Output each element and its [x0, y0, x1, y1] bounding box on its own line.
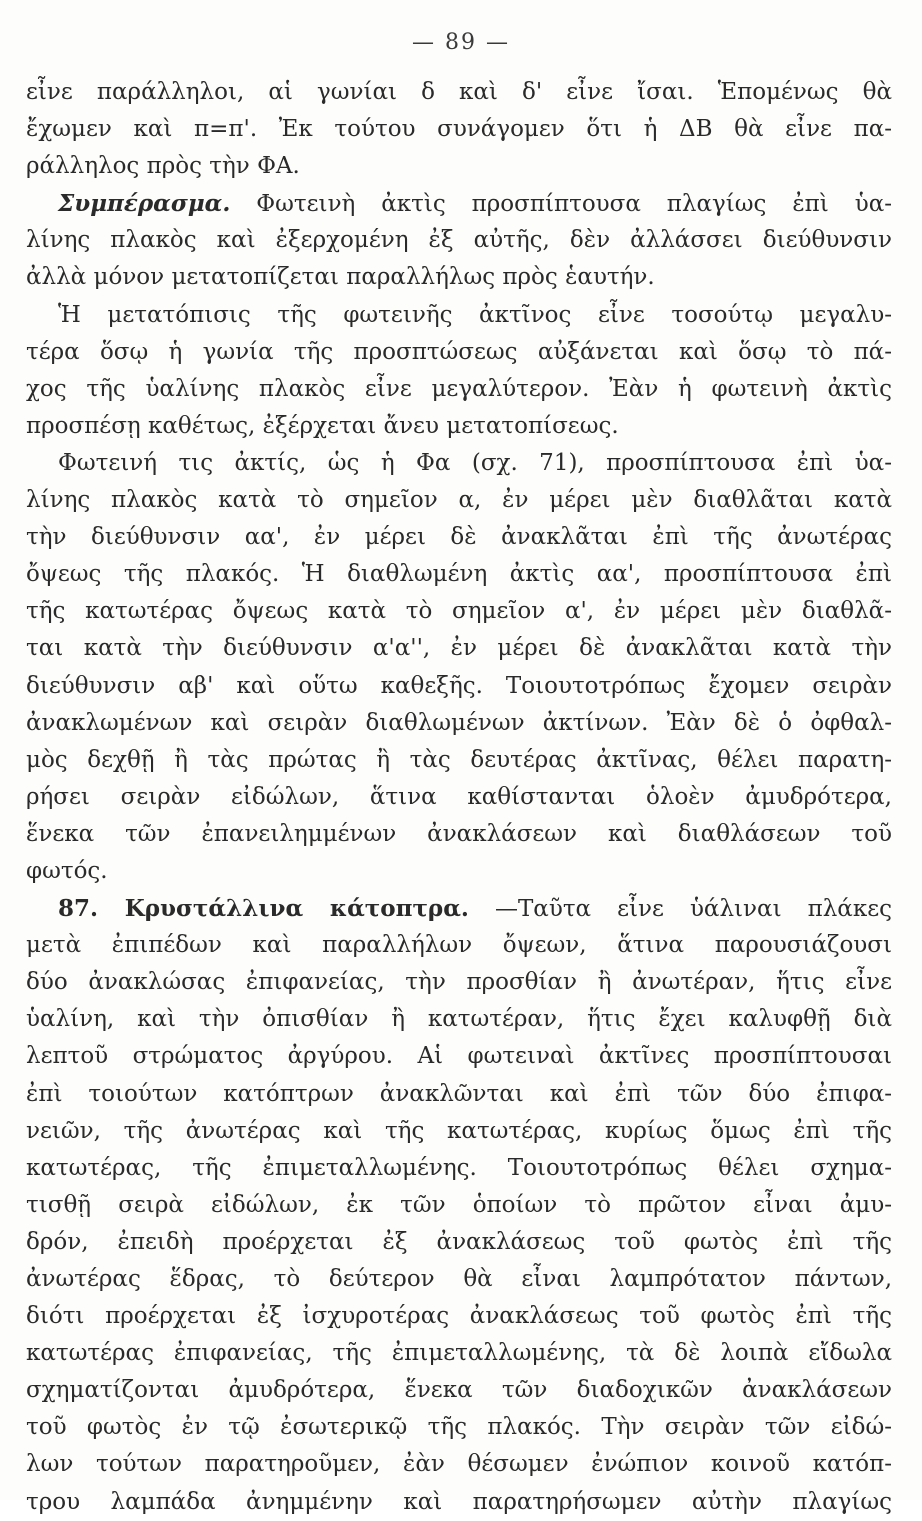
- section-87-intro: —Ταῦτα εἶνε ὑάλιναι πλάκες: [494, 896, 892, 923]
- text-line: δρόν, ἐπειδὴ προέρχεται ἐξ ἀνακλάσεως τοῦ φωτὸς ἐπὶ τῆς: [26, 1228, 892, 1255]
- text-line: ἀλλὰ μόνον μετατοπίζεται παραλλήλως πρὸς ἑαυτήν.: [26, 264, 655, 291]
- text-line: λεπτοῦ στρώματος ἀργύρου. Αἱ φωτειναὶ ἀκτῖνες προσπίπτουσαι: [26, 1043, 892, 1070]
- conclusion-line: [26, 185, 892, 222]
- text-line: τῆς κατωτέρας ὄψεως κατὰ τὸ σημεῖον α', ἐν μέρει μὲν διαθλᾶ-: [26, 598, 892, 625]
- text-line: κατωτέρας, τῆς ἐπιμεταλλωμένης. Τοιουτοτρόπως θέλει σχημα-: [26, 1154, 892, 1181]
- text-line: εἶνε παράλληλοι, αἱ γωνίαι δ καὶ δ' εἶνε ἴσαι. Ἑπομένως θὰ: [26, 79, 892, 105]
- text-line: κατωτέρας ἐπιφανείας, τῆς ἐπιμεταλλωμένης, τὰ δὲ λοιπὰ εἴδωλα: [26, 1340, 892, 1367]
- section-87-line: [26, 890, 892, 927]
- page-number: — 89 —: [412, 30, 510, 55]
- text-line: λίνης πλακὸς κατὰ τὸ σημεῖον α, ἐν μέρει μὲν διαθλᾶται κατὰ: [26, 487, 892, 514]
- text-line: μετὰ ἐπιπέδων καὶ παραλλήλων ὄψεων, ἅτινα παρουσιάζουσι: [26, 932, 892, 959]
- text-line: ρήσει σειρὰν εἰδώλων, ἅτινα καθίστανται ὁλοὲν ἀμυδρότερα,: [26, 783, 892, 810]
- text-line: λίνης πλακὸς καὶ ἐξερχομένη ἐξ αὐτῆς, δὲν ἀλλάσσει διεύθυνσιν: [26, 227, 892, 254]
- text-line: τρου λαμπάδα ἀνημμένην καὶ παρατηρήσωμεν αὐτὴν πλαγίως: [26, 1488, 892, 1515]
- text-line: ἕνεκα τῶν ἐπανειλημμένων ἀνακλάσεων καὶ διαθλάσεων τοῦ: [26, 820, 892, 847]
- conclusion-text: Φωτεινὴ ἀκτὶς προσπίπτουσα πλαγίως ἐπὶ ὑα-: [256, 191, 892, 218]
- text-line: Φωτεινή τις ἀκτίς, ὡς ἡ Φα (σχ. 71), προσπίπτουσα ἐπὶ ὑα-: [58, 449, 892, 476]
- page-body: [26, 74, 892, 1521]
- text-line: τέρα ὅσῳ ἡ γωνία τῆς προσπτώσεως αὐξάνεται καὶ ὅσῳ τὸ πά-: [26, 338, 892, 365]
- text-line: ἐπὶ τοιούτων κατόπτρων ἀνακλῶνται καὶ ἐπὶ τῶν δύο ἐπιφα-: [26, 1080, 892, 1107]
- text-line: προσπέσῃ καθέτως, ἐξέρχεται ἄνευ μετατοπίσεως.: [26, 412, 619, 439]
- text-line: μὸς δεχθῇ ἢ τὰς πρώτας ἢ τὰς δευτέρας ἀκτῖνας, θέλει παρατη-: [26, 746, 892, 773]
- text-line: τισθῇ σειρὰ εἰδώλων, ἐκ τῶν ὁποίων τὸ πρῶτον εἶναι ἀμυ-: [26, 1191, 892, 1218]
- conclusion-heading: Συμπέρασμα.: [58, 190, 231, 218]
- text-line: σχηματίζονται ἀμυδρότερα, ἕνεκα τῶν διαδοχικῶν ἀνακλάσεων: [26, 1377, 892, 1404]
- text-line: ὑαλίνη, καὶ τὴν ὀπισθίαν ἢ κατωτέραν, ἥτις ἔχει καλυφθῇ διὰ: [26, 1006, 892, 1033]
- text-line: διεύθυνσιν αβ' καὶ οὕτω καθεξῆς. Τοιουτοτρόπως ἔχομεν σειρὰν: [26, 672, 892, 699]
- text-line: ἔχωμεν καὶ π=π'. Ἐκ τούτου συνάγομεν ὅτι ἡ ΔΒ θὰ εἶνε πα-: [26, 116, 892, 143]
- section-87-heading: 87. Κρυστάλλινα κάτοπτρα.: [58, 895, 469, 923]
- text-line: Ἡ μετατόπισις τῆς φωτεινῆς ἀκτῖνος εἶνε τοσούτῳ μεγαλυ-: [58, 301, 892, 328]
- text-line: χος τῆς ὑαλίνης πλακὸς εἶνε μεγαλύτερον. Ἐὰν ἡ φωτεινὴ ἀκτὶς: [26, 375, 892, 402]
- text-line: νειῶν, τῆς ἀνωτέρας καὶ τῆς κατωτέρας, κυρίως ὅμως ἐπὶ τῆς: [26, 1117, 892, 1144]
- text-line: ἀνακλωμένων καὶ σειρὰν διαθλωμένων ἀκτίνων. Ἐὰν δὲ ὁ ὀφθαλ-: [26, 709, 892, 736]
- text-line: ται κατὰ τὴν διεύθυνσιν α'α'', ἐν μέρει δὲ ἀνακλᾶται κατὰ τὴν: [26, 635, 892, 662]
- text-line: δύο ἀνακλώσας ἐπιφανείας, τὴν προσθίαν ἢ ἀνωτέραν, ἥτις εἶνε: [26, 969, 892, 996]
- text-line: ὄψεως τῆς πλακός. Ἡ διαθλωμένη ἀκτὶς αα', προσπίπτουσα ἐπὶ: [26, 561, 892, 588]
- text-line: διότι προέρχεται ἐξ ἰσχυροτέρας ἀνακλάσεως τοῦ φωτὸς ἐπὶ τῆς: [26, 1303, 892, 1330]
- text-line: λων τούτων παρατηροῦμεν, ἐὰν θέσωμεν ἐνώπιον κοινοῦ κατόπ-: [26, 1451, 892, 1478]
- text-line: ράλληλος πρὸς τὴν ΦΑ.: [26, 153, 300, 180]
- text-line: ἀνωτέρας ἕδρας, τὸ δεύτερον θὰ εἶναι λαμπρότατον πάντων,: [26, 1266, 892, 1292]
- text-line: τὴν διεύθυνσιν αα', ἐν μέρει δὲ ἀνακλᾶται ἐπὶ τῆς ἀνωτέρας: [26, 524, 892, 551]
- text-line: φωτός.: [26, 857, 108, 884]
- text-line: τοῦ φωτὸς ἐν τῷ ἐσωτερικῷ τῆς πλακός. Τὴν σειρὰν τῶν εἰδώ-: [26, 1414, 892, 1441]
